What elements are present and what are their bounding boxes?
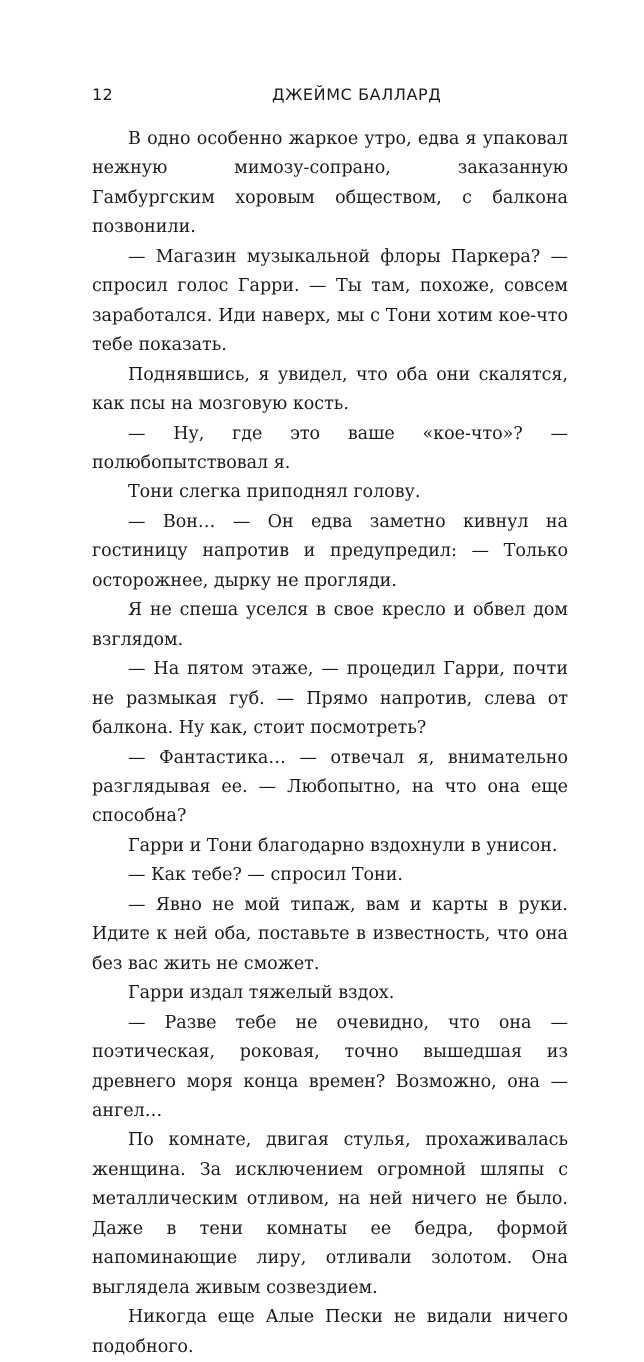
paragraph: Гарри издал тяжелый вздох. bbox=[128, 983, 395, 1004]
paragraph: Никогда еще Алые Пески не видали ничего подобного. bbox=[92, 1307, 568, 1357]
text-block bbox=[92, 125, 568, 1362]
paragraph: Поднявшись, я увидел, что оба они скалятся, как псы на мозговую кость. bbox=[92, 364, 568, 415]
paragraph: — На пятом этаже, — процедил Гарри, почти не размыкая губ. — Прямо напротив, слева от балкона. Ну как, стоит посмотреть? bbox=[92, 659, 568, 739]
paragraph: — Явно не мой типаж, вам и карты в руки. Идите к ней оба, поставьте в известность, что она без вас жить не сможет. bbox=[92, 894, 568, 974]
page-number: 12 bbox=[92, 85, 113, 104]
paragraph: — Ну, где это ваше «кое-что»? — полюбопытствовал я. bbox=[92, 423, 568, 473]
paragraph: — Фантастика… — отвечал я, внимательно разглядывая ее. — Любопытно, на что она еще способна? bbox=[92, 747, 568, 827]
running-title: ДЖЕЙМС БАЛЛАРД bbox=[272, 85, 442, 104]
paragraph: Гарри и Тони благодарно вздохнули в унисон. bbox=[128, 835, 558, 856]
paragraph: Я не спеша уселся в свое кресло и обвел дом взглядом. bbox=[92, 600, 568, 650]
paragraph: Тони слегка приподнял голову. bbox=[128, 482, 421, 503]
paragraph: — Разве тебе не очевидно, что она — поэтическая, роковая, точно вышедшая из древнего моря конца времен? Возможно, она — ангел… bbox=[92, 1012, 568, 1121]
paragraph: — Как тебе? — спросил Тони. bbox=[128, 865, 403, 886]
paragraph: — Магазин музыкальной флоры Паркера? — спросил голос Гарри. — Ты там, похоже, совсем заработался. Иди наверх, мы с Тони хотим кое-что тебе показать. bbox=[92, 246, 568, 356]
running-head bbox=[92, 84, 568, 106]
paragraph: По комнате, двигая стулья, прохаживалась женщина. За исключением огромной шляпы с металлическим отливом, на ней ничего не было. Даже в тени комнаты ее бедра, формой напоминающие лиру, отливали золотом. Она выглядела живым созвездием. bbox=[92, 1130, 568, 1298]
paragraph: — Вон… — Он едва заметно кивнул на гостиницу напротив и предупредил: — Только осторожнее, дырку не прогляди. bbox=[92, 511, 568, 591]
paragraph: В одно особенно жаркое утро, едва я упаковал нежную мимозу-сопрано, заказанную Гамбургским хоровым обществом, с балкона позвонили. bbox=[92, 129, 568, 238]
